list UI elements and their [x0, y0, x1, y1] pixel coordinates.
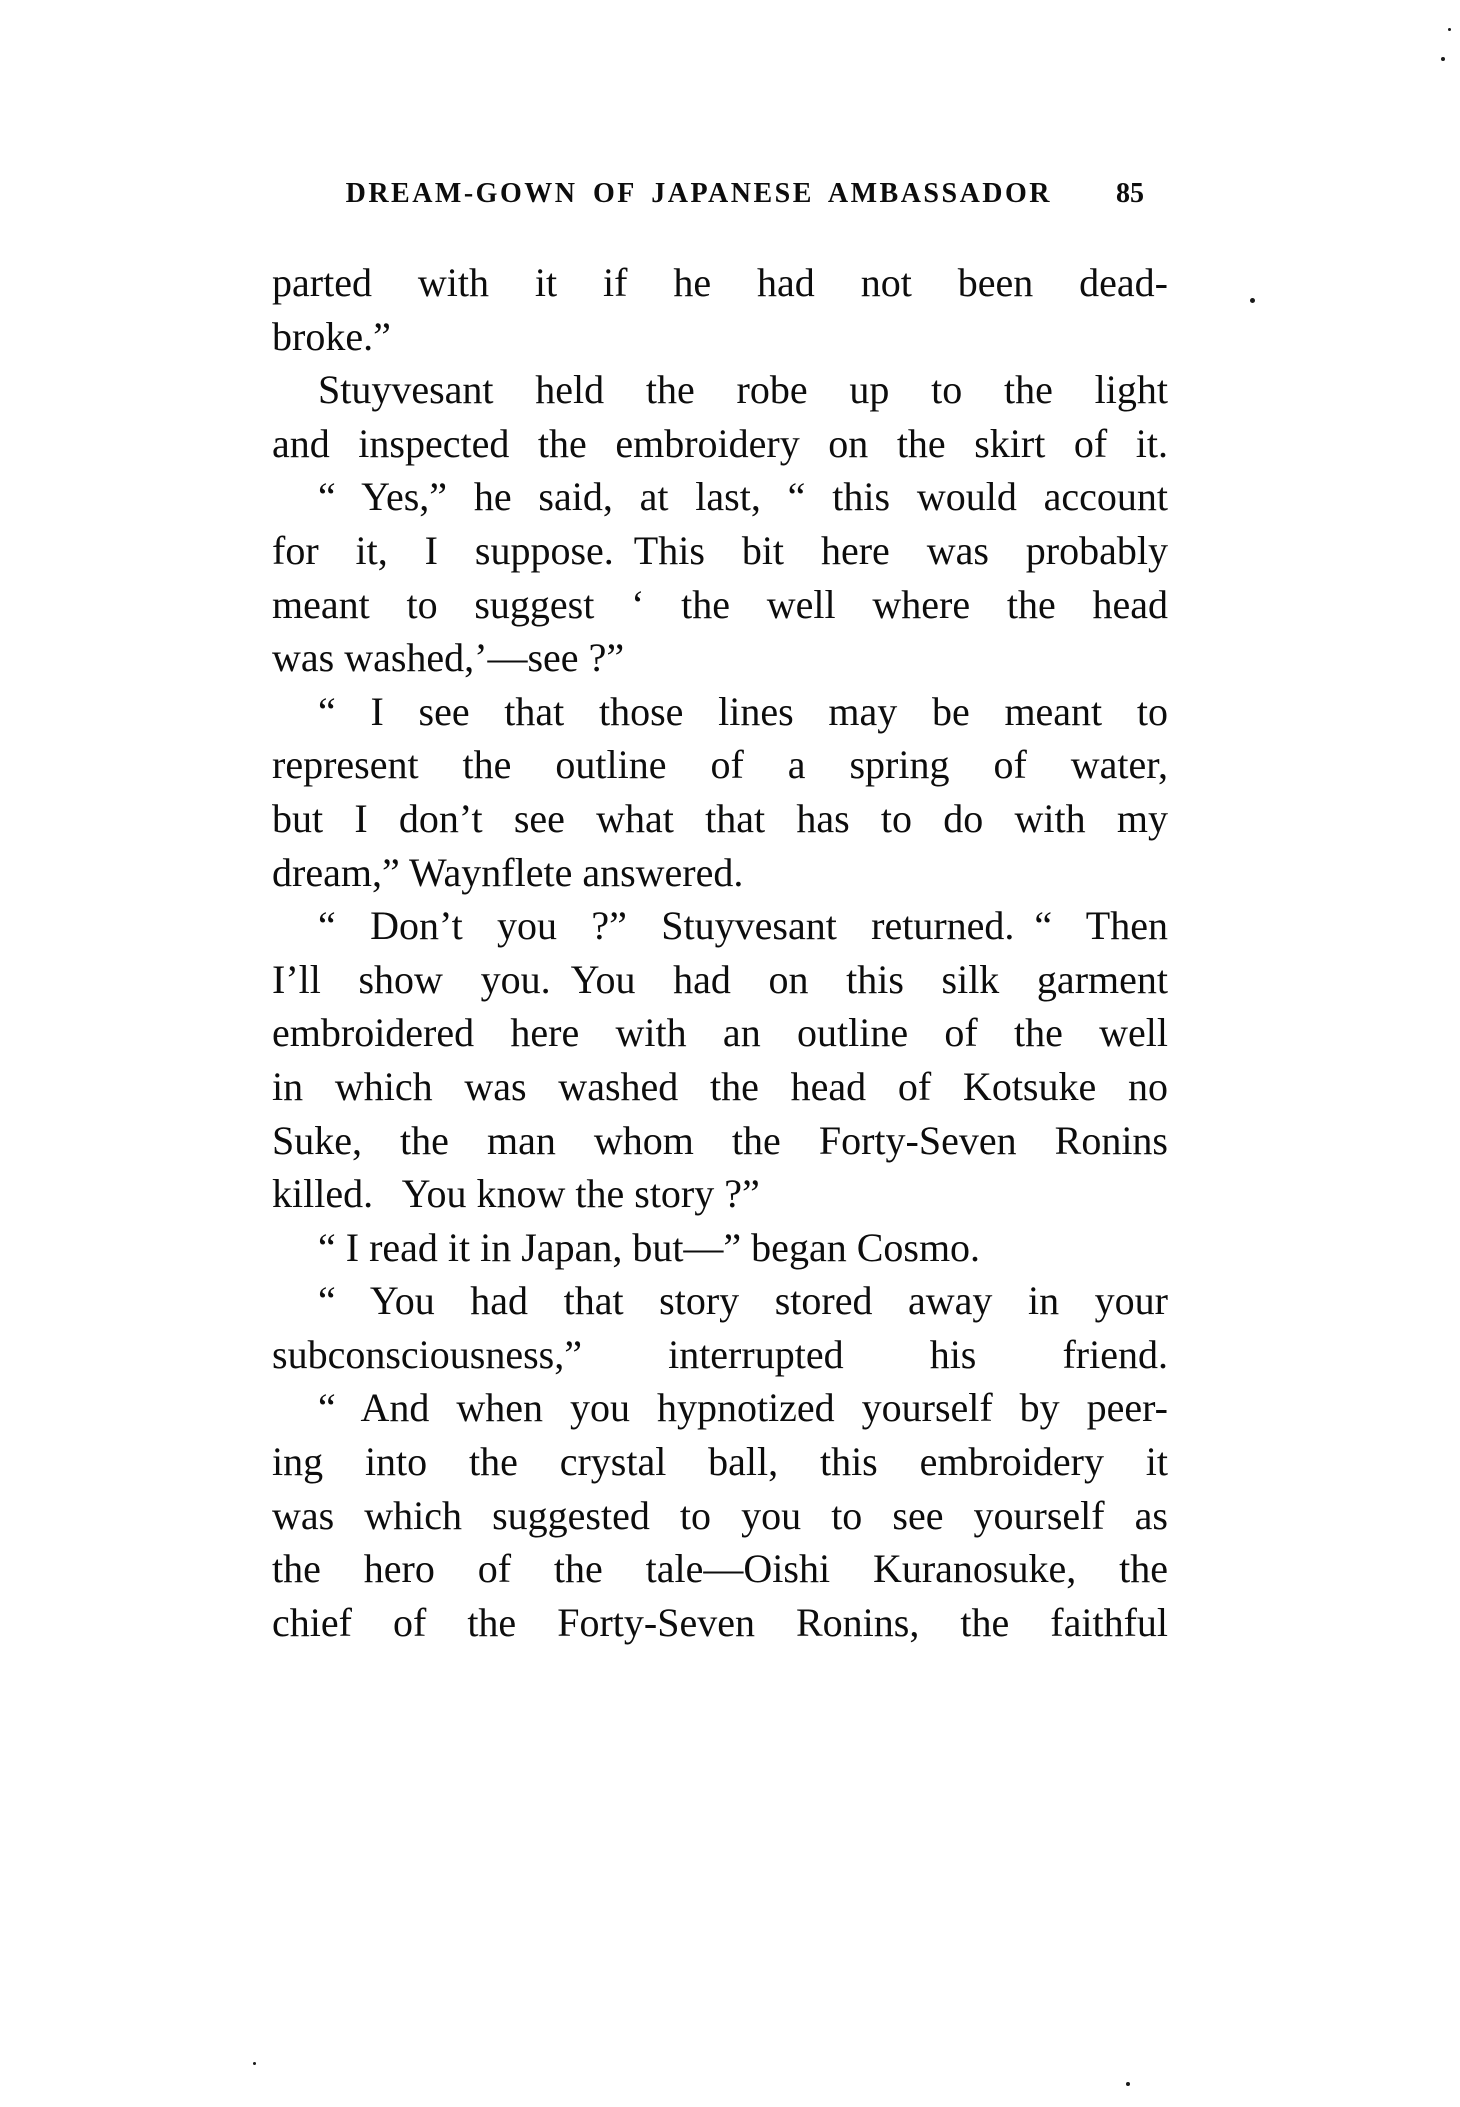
text-line: in which was washed the head of Kotsuke no	[272, 1063, 1168, 1109]
text-line: dream,” Waynflete answered.	[272, 849, 744, 895]
text-line: for it, I suppose. This bit here was probably	[272, 527, 1168, 573]
text-line: “ And when you hypnotized yourself by peer-	[318, 1385, 1168, 1431]
text-line: embroidered here with an outline of the well	[272, 1010, 1168, 1056]
text-line: chief of the Forty-Seven Ronins, the faithful	[272, 1599, 1168, 1645]
text-line: meant to suggest ‘ the well where the head	[272, 581, 1168, 627]
text-line: “ You had that story stored away in your	[318, 1278, 1168, 1324]
text-line: was washed,’—see ?”	[272, 635, 625, 681]
text-line: was which suggested to you to see yourself as	[272, 1492, 1168, 1538]
header-title: DREAM-GOWN OF JAPANESE AMBASSADOR	[345, 178, 1053, 209]
text-line: killed. You know the story ?”	[272, 1171, 760, 1217]
scan-speck	[1448, 28, 1451, 31]
text-line: but I don’t see what that has to do with my	[272, 795, 1168, 841]
scan-speck	[1126, 2082, 1130, 2086]
text-line: broke.”	[272, 313, 391, 359]
text-line: and inspected the embroidery on the skirt of it.	[272, 420, 1168, 466]
text-line: I’ll show you. You had on this silk garment	[272, 956, 1168, 1002]
text-line: the hero of the tale—Oishi Kuranosuke, the	[272, 1546, 1168, 1592]
page-text	[272, 256, 1168, 1649]
text-line: “ I see that those lines may be meant to	[318, 688, 1168, 734]
text-line: ing into the crystal ball, this embroidery it	[272, 1439, 1168, 1485]
running-header	[272, 178, 1168, 218]
text-line: Stuyvesant held the robe up to the light	[318, 367, 1168, 413]
text-line: subconsciousness,” interrupted his friend.	[272, 1331, 1168, 1377]
text-line: “ I read it in Japan, but—” began Cosmo.	[318, 1224, 981, 1270]
text-line: represent the outline of a spring of water,	[272, 742, 1168, 788]
scan-speck	[1441, 57, 1445, 61]
text-line: Suke, the man whom the Forty-Seven Ronins	[272, 1117, 1168, 1163]
page-number: 85	[1116, 178, 1144, 209]
text-line: “ Yes,” he said, at last, “ this would account	[318, 474, 1168, 520]
scan-speck	[1250, 298, 1255, 303]
scan-speck	[253, 2062, 256, 2065]
text-line: “ Don’t you ?” Stuyvesant returned. “ Then	[318, 903, 1168, 949]
text-line: parted with it if he had not been dead-	[272, 260, 1168, 305]
